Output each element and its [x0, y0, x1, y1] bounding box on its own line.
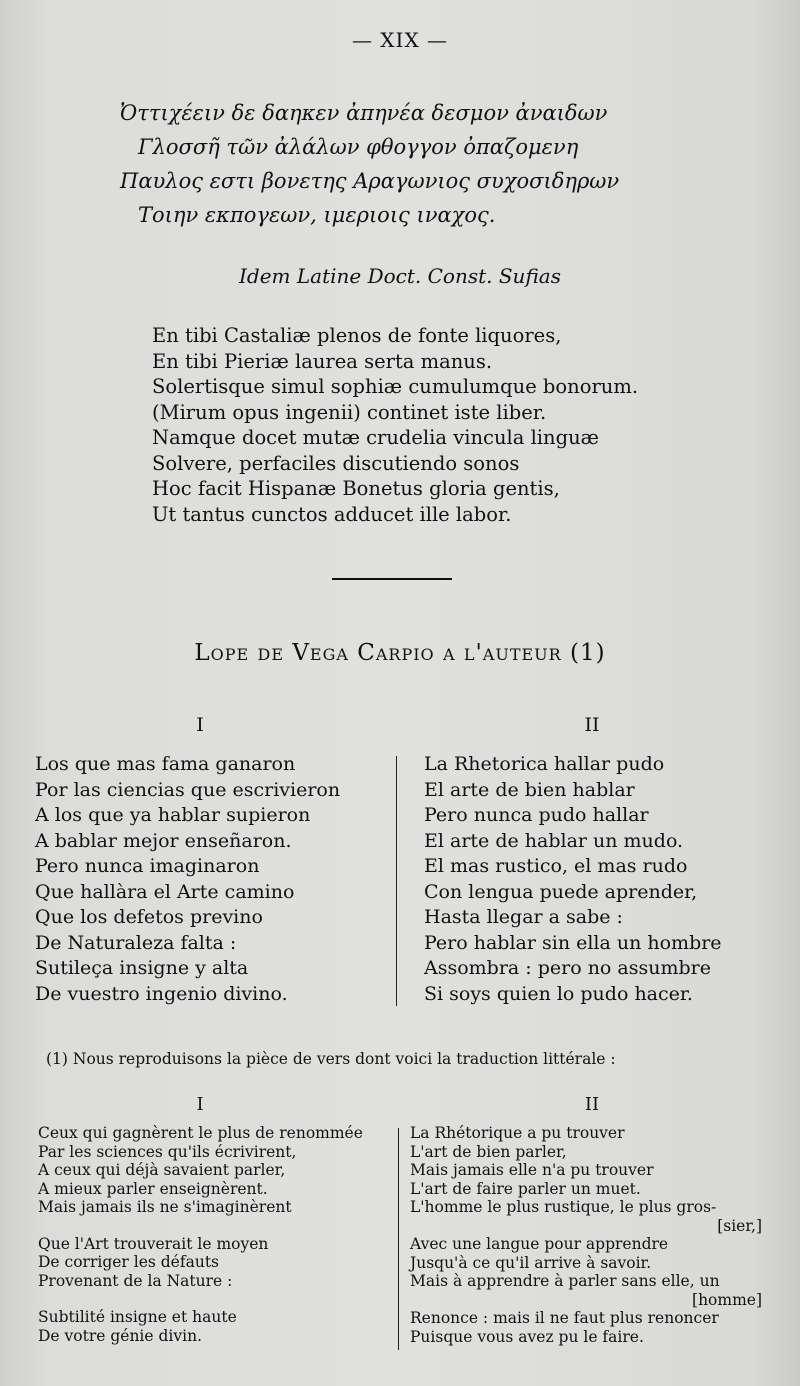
footnote-line: Provenant de la Nature :: [38, 1271, 233, 1290]
footnote-line: Mais jamais elle n'a pu trouver: [410, 1161, 654, 1179]
footnote-column-divider: [398, 1128, 399, 1350]
greek-line: Γλοσσῆ τῶν ἀλάλων φθογγον ὀπαζομενη: [138, 135, 579, 159]
footnote-line: La Rhétorique a pu trouver: [410, 1124, 625, 1142]
latin-line: Namque docet mutæ crudelia vincula linguæ: [152, 426, 599, 449]
footnote-line: Puisque vous avez pu le faire.: [410, 1327, 644, 1346]
footnote-column-1: [38, 1124, 394, 1345]
footnote-line: Mais jamais ils ne s'imaginèrent: [38, 1198, 292, 1216]
footnote-line: Mais à apprendre à parler sans elle, un: [410, 1272, 720, 1290]
greek-line: Ὀττιχέειν δε δαηκεν ἀπηνέα δεσμον ἀναιδων: [120, 101, 608, 125]
footnote-line: Avec une langue pour apprendre: [410, 1235, 669, 1253]
spanish-line: El mas rustico, el mas rudo: [424, 855, 688, 877]
footnote-line-continuation: [sier,]: [717, 1216, 762, 1235]
spanish-column-2: [424, 752, 774, 1007]
spanish-line: Que hallàra el Arte camino: [35, 880, 295, 903]
footnote-line-continuation: [homme]: [692, 1290, 762, 1309]
footnote-line: Par les sciences qu'ils écrivirent,: [38, 1142, 297, 1161]
footnote-line: De corriger les défauts: [38, 1253, 219, 1271]
greek-line: Παυλος εστι βονετης Αραγωνιος συχοσιδηρων: [120, 169, 620, 193]
spanish-line: Assombra : pero no assumbre: [424, 957, 711, 979]
section-title-text: Lope de Vega Carpio a l'auteur: [194, 640, 562, 666]
column-divider: [396, 756, 397, 1006]
spanish-line: De Naturaleza falta :: [35, 931, 237, 954]
latin-line: Ut tantus cunctos adducet ille labor.: [152, 502, 512, 526]
latin-line: Solertisque simul sophiæ cumulumque bonorum.: [152, 375, 639, 398]
page-number: — XIX —: [351, 28, 449, 52]
spacer: [38, 1290, 394, 1308]
spanish-column-1: [35, 752, 385, 1007]
latin-line: En tibi Castaliæ plenos de fonte liquores,: [152, 324, 562, 347]
footnote-intro: (1) Nous reproduisons la pièce de vers dont voici la traduction littérale :: [46, 1050, 616, 1068]
greek-line: Τοιην εκπογεων, ιμεριοις ιναχος.: [138, 203, 496, 227]
footnote-line: Que l'Art trouverait le moyen: [38, 1234, 269, 1253]
spanish-col2-heading: II: [584, 714, 600, 736]
section-title: [0, 640, 800, 666]
spanish-line: Pero hablar sin ella un hombre: [424, 931, 722, 954]
latin-line: Hoc facit Hispanæ Bonetus gloria gentis,: [152, 477, 560, 500]
latin-poem: [152, 323, 712, 527]
spanish-line: Pero nunca pudo hallar: [424, 804, 649, 826]
footnote-line: L'art de faire parler un muet.: [410, 1179, 641, 1198]
footnote-reference: (1): [570, 640, 606, 666]
footnote-line: L'homme le plus rustique, le plus gros-: [410, 1198, 717, 1216]
footnote-line: Subtilité insigne et haute: [38, 1308, 237, 1326]
spanish-line: Por las ciencias que escrivieron: [35, 778, 341, 801]
footnote-line: A mieux parler enseignèrent.: [38, 1179, 268, 1198]
spanish-line: A los que ya hablar supieron: [35, 804, 311, 826]
spanish-line: A bablar mejor enseñaron.: [35, 829, 292, 852]
latin-heading: Idem Latine Doct. Const. Sufias: [239, 264, 561, 288]
spanish-line: Hasta llegar a sabe :: [424, 906, 623, 928]
section-separator: [332, 578, 452, 580]
footnote-col1-heading: I: [196, 1094, 204, 1115]
spanish-line: Sutileça insigne y alta: [35, 957, 249, 979]
spanish-line: De vuestro ingenio divino.: [35, 982, 288, 1005]
footnote-line: De votre génie divin.: [38, 1326, 202, 1345]
latin-line: Solvere, perfaciles discutiendo sonos: [152, 451, 520, 475]
spanish-line: Pero nunca imaginaron: [35, 855, 260, 877]
spanish-line: Los que mas fama ganaron: [35, 753, 296, 775]
footnote-line: L'art de bien parler,: [410, 1142, 567, 1161]
latin-line: (Mirum opus ingenii) continet iste liber.: [152, 400, 547, 424]
footnote-line: Jusqu'à ce qu'il arrive à savoir.: [410, 1253, 652, 1272]
footnote-line: Renonce : mais il ne faut plus renoncer: [410, 1309, 719, 1327]
spanish-line: El arte de bien hablar: [424, 778, 635, 801]
footnote-col2-heading: II: [584, 1094, 600, 1115]
spanish-line: La Rhetorica hallar pudo: [424, 753, 665, 775]
spanish-line: Que los defetos previno: [35, 906, 263, 928]
spanish-col1-heading: I: [196, 714, 204, 736]
footnote-line: Ceux qui gagnèrent le plus de renommée: [38, 1124, 363, 1142]
spanish-line: Con lengua puede aprender,: [424, 880, 698, 903]
footnote-line: A ceux qui déjà savaient parler,: [38, 1161, 286, 1179]
greek-poem: [120, 96, 720, 232]
footnote-column-2: [410, 1124, 762, 1346]
spanish-line: El arte de hablar un mudo.: [424, 829, 684, 852]
spacer: [38, 1217, 394, 1235]
latin-line: En tibi Pieriæ laurea serta manus.: [152, 349, 493, 373]
spanish-line: Si soys quien lo pudo hacer.: [424, 982, 693, 1005]
